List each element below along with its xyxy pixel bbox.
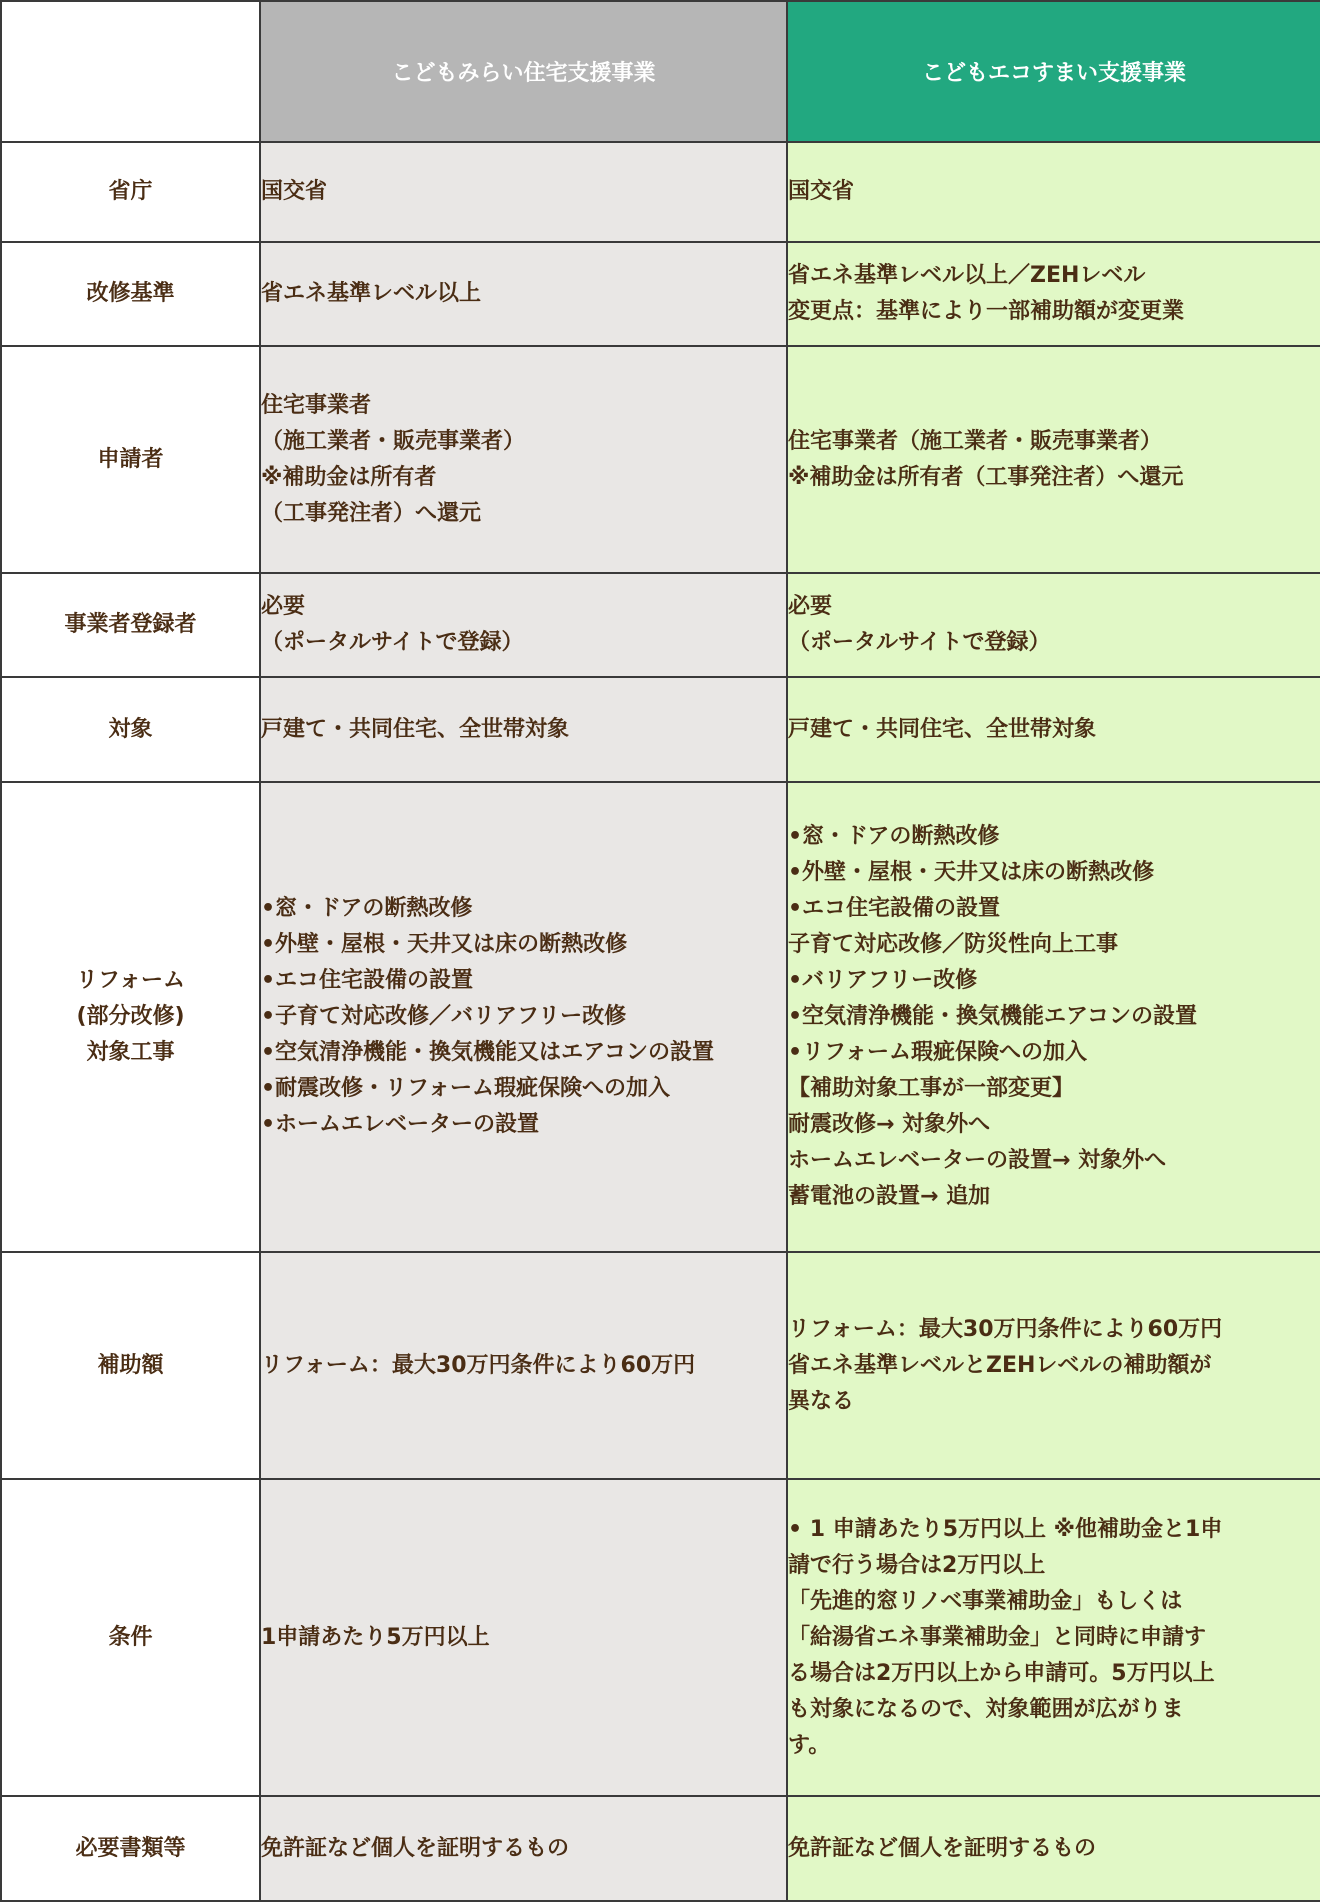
kodomo-mirai-cell bbox=[260, 1796, 787, 1901]
kodomo-mirai-cell-line: 住宅事業者 bbox=[261, 392, 372, 418]
header-kodomo-eco: こどもエコすまい支援事業 bbox=[787, 1, 1320, 142]
kodomo-eco-cell-line: す。 bbox=[788, 1732, 831, 1758]
kodomo-eco-cell-line: 免許証など個人を証明するもの bbox=[788, 1835, 1097, 1861]
kodomo-mirai-cell-line: 戸建て・共同住宅、全世帯対象 bbox=[261, 716, 570, 742]
kodomo-eco-cell-line: •エコ住宅設備の設置 bbox=[788, 896, 1001, 921]
kodomo-eco-cell-line: 異なる bbox=[788, 1388, 855, 1414]
kodomo-eco-cell bbox=[787, 573, 1320, 677]
kodomo-eco-cell-line: 蓄電池の設置→ 追加 bbox=[788, 1184, 991, 1209]
kodomo-eco-cell-line: • 1 申請あたり5万円以上 ※他補助金と1申 bbox=[788, 1516, 1223, 1542]
kodomo-mirai-cell-line: •外壁・屋根・天井又は床の断熱改修 bbox=[261, 932, 628, 957]
kodomo-eco-cell-line: 請で行う場合は2万円以上 bbox=[788, 1552, 1046, 1578]
table-body bbox=[1, 142, 1320, 1901]
kodomo-mirai-cell bbox=[260, 242, 787, 346]
kodomo-mirai-cell bbox=[260, 782, 787, 1252]
kodomo-mirai-cell-line: （工事発注者）へ還元 bbox=[261, 500, 482, 526]
kodomo-eco-cell-line: も対象になるので、対象範囲が広がりま bbox=[788, 1696, 1184, 1722]
kodomo-mirai-cell-line: （ポータルサイトで登録） bbox=[261, 630, 524, 655]
kodomo-eco-cell-line: 「給湯省エネ事業補助金」と同時に申請す bbox=[788, 1624, 1207, 1650]
kodomo-eco-cell bbox=[787, 1252, 1320, 1479]
header-blank-cell bbox=[1, 1, 260, 142]
kodomo-mirai-cell-line: （施工業者・販売事業者） bbox=[261, 428, 526, 454]
kodomo-mirai-cell bbox=[260, 677, 787, 782]
row-label bbox=[1, 677, 260, 782]
table-row-target bbox=[1, 677, 1320, 782]
kodomo-mirai-cell-line: •ホームエレベーターの設置 bbox=[261, 1112, 540, 1137]
row-label-line: リフォーム bbox=[76, 968, 185, 993]
table-row-business-registration bbox=[1, 573, 1320, 677]
kodomo-eco-cell bbox=[787, 1796, 1320, 1901]
row-label bbox=[1, 1252, 260, 1479]
header-row bbox=[1, 1, 1320, 142]
kodomo-mirai-cell bbox=[260, 1252, 787, 1479]
table-row-renovation-standard bbox=[1, 242, 1320, 346]
kodomo-mirai-cell-line: 1申請あたり5万円以上 bbox=[261, 1624, 490, 1650]
kodomo-eco-cell bbox=[787, 1479, 1320, 1796]
kodomo-mirai-cell-line: •耐震改修・リフォーム瑕疵保険への加入 bbox=[261, 1076, 670, 1101]
kodomo-eco-cell-line: 「先進的窓リノベ事業補助金」もしくは bbox=[788, 1588, 1183, 1614]
kodomo-eco-cell bbox=[787, 242, 1320, 346]
kodomo-mirai-cell-line: •窓・ドアの断熱改修 bbox=[261, 896, 473, 921]
kodomo-eco-cell-line: •空気清浄機能・換気機能エアコンの設置 bbox=[788, 1004, 1197, 1029]
kodomo-eco-cell-line: 戸建て・共同住宅、全世帯対象 bbox=[788, 716, 1097, 742]
kodomo-eco-cell-line: •外壁・屋根・天井又は床の断熱改修 bbox=[788, 860, 1155, 885]
kodomo-eco-cell-line: 国交省 bbox=[788, 179, 855, 204]
table-row-required-documents bbox=[1, 1796, 1320, 1901]
kodomo-mirai-cell-line: ※補助金は所有者 bbox=[261, 464, 437, 490]
kodomo-eco-cell bbox=[787, 782, 1320, 1252]
row-label bbox=[1, 782, 260, 1252]
row-label-line: 対象工事 bbox=[86, 1040, 175, 1065]
row-label-line: 条件 bbox=[108, 1624, 153, 1650]
kodomo-mirai-cell-line: 必要 bbox=[261, 594, 306, 619]
table-row-applicant bbox=[1, 346, 1320, 573]
kodomo-mirai-cell bbox=[260, 142, 787, 242]
kodomo-eco-cell-line: （ポータルサイトで登録） bbox=[788, 630, 1051, 655]
row-label-line: 申請者 bbox=[97, 446, 164, 472]
kodomo-eco-cell-line: 必要 bbox=[788, 594, 833, 619]
row-label-line: 事業者登録者 bbox=[64, 612, 197, 637]
kodomo-mirai-cell-line: 免許証など個人を証明するもの bbox=[261, 1835, 570, 1861]
row-label-line: 補助額 bbox=[97, 1352, 164, 1378]
kodomo-eco-cell-line: 住宅事業者（施工業者・販売事業者） bbox=[788, 428, 1163, 454]
kodomo-mirai-cell-line: 省エネ基準レベル以上 bbox=[261, 281, 482, 306]
row-label-line: (部分改修) bbox=[76, 1004, 185, 1029]
kodomo-eco-cell bbox=[787, 346, 1320, 573]
row-label bbox=[1, 1796, 260, 1901]
kodomo-eco-cell-line: 【補助対象工事が一部変更】 bbox=[788, 1076, 1075, 1101]
kodomo-eco-cell-line: ホームエレベーターの設置→ 対象外へ bbox=[788, 1148, 1167, 1173]
row-label bbox=[1, 573, 260, 677]
kodomo-mirai-cell-line: •子育て対応改修／バリアフリー改修 bbox=[261, 1004, 627, 1029]
kodomo-eco-cell-line: 子育て対応改修／防災性向上工事 bbox=[788, 932, 1119, 957]
row-label-line: 省庁 bbox=[108, 179, 153, 204]
kodomo-eco-cell-line: 耐震改修→ 対象外へ bbox=[788, 1112, 991, 1137]
kodomo-eco-cell-line: 変更点：基準により一部補助額が変更業 bbox=[788, 299, 1185, 324]
kodomo-mirai-cell-line: •エコ住宅設備の設置 bbox=[261, 968, 474, 993]
kodomo-mirai-cell-line: リフォーム：最大30万円条件により60万円 bbox=[261, 1352, 696, 1378]
kodomo-eco-cell-line: •バリアフリー改修 bbox=[788, 968, 978, 993]
kodomo-mirai-cell bbox=[260, 346, 787, 573]
row-label bbox=[1, 142, 260, 242]
kodomo-eco-cell-line: 省エネ基準レベルとZEHレベルの補助額が bbox=[788, 1352, 1212, 1378]
kodomo-eco-cell-line: 省エネ基準レベル以上／ZEHレベル bbox=[788, 263, 1146, 288]
row-label-line: 対象 bbox=[108, 716, 153, 742]
kodomo-mirai-cell bbox=[260, 1479, 787, 1796]
table-row-subsidy-amount bbox=[1, 1252, 1320, 1479]
table-row-conditions bbox=[1, 1479, 1320, 1796]
kodomo-mirai-cell-line: •空気清浄機能・換気機能又はエアコンの設置 bbox=[261, 1040, 714, 1065]
row-label bbox=[1, 242, 260, 346]
kodomo-mirai-cell bbox=[260, 573, 787, 677]
kodomo-eco-cell-line: ※補助金は所有者（工事発注者）へ還元 bbox=[788, 464, 1184, 490]
table-row-ministry bbox=[1, 142, 1320, 242]
row-label-line: 必要書類等 bbox=[75, 1835, 186, 1861]
kodomo-eco-cell-line: •窓・ドアの断熱改修 bbox=[788, 824, 1000, 849]
kodomo-eco-cell bbox=[787, 677, 1320, 782]
kodomo-eco-cell bbox=[787, 142, 1320, 242]
row-label-line: 改修基準 bbox=[86, 281, 175, 306]
row-label bbox=[1, 346, 260, 573]
header-kodomo-mirai: こどもみらい住宅支援事業 bbox=[260, 1, 787, 142]
kodomo-eco-cell-line: •リフォーム瑕疵保険への加入 bbox=[788, 1040, 1087, 1065]
row-label bbox=[1, 1479, 260, 1796]
kodomo-eco-cell-line: る場合は2万円以上から申請可。5万円以上 bbox=[788, 1660, 1215, 1686]
table-row-reform-work bbox=[1, 782, 1320, 1252]
kodomo-mirai-cell-line: 国交省 bbox=[261, 179, 328, 204]
kodomo-eco-cell-line: リフォーム：最大30万円条件により60万円 bbox=[788, 1316, 1223, 1342]
